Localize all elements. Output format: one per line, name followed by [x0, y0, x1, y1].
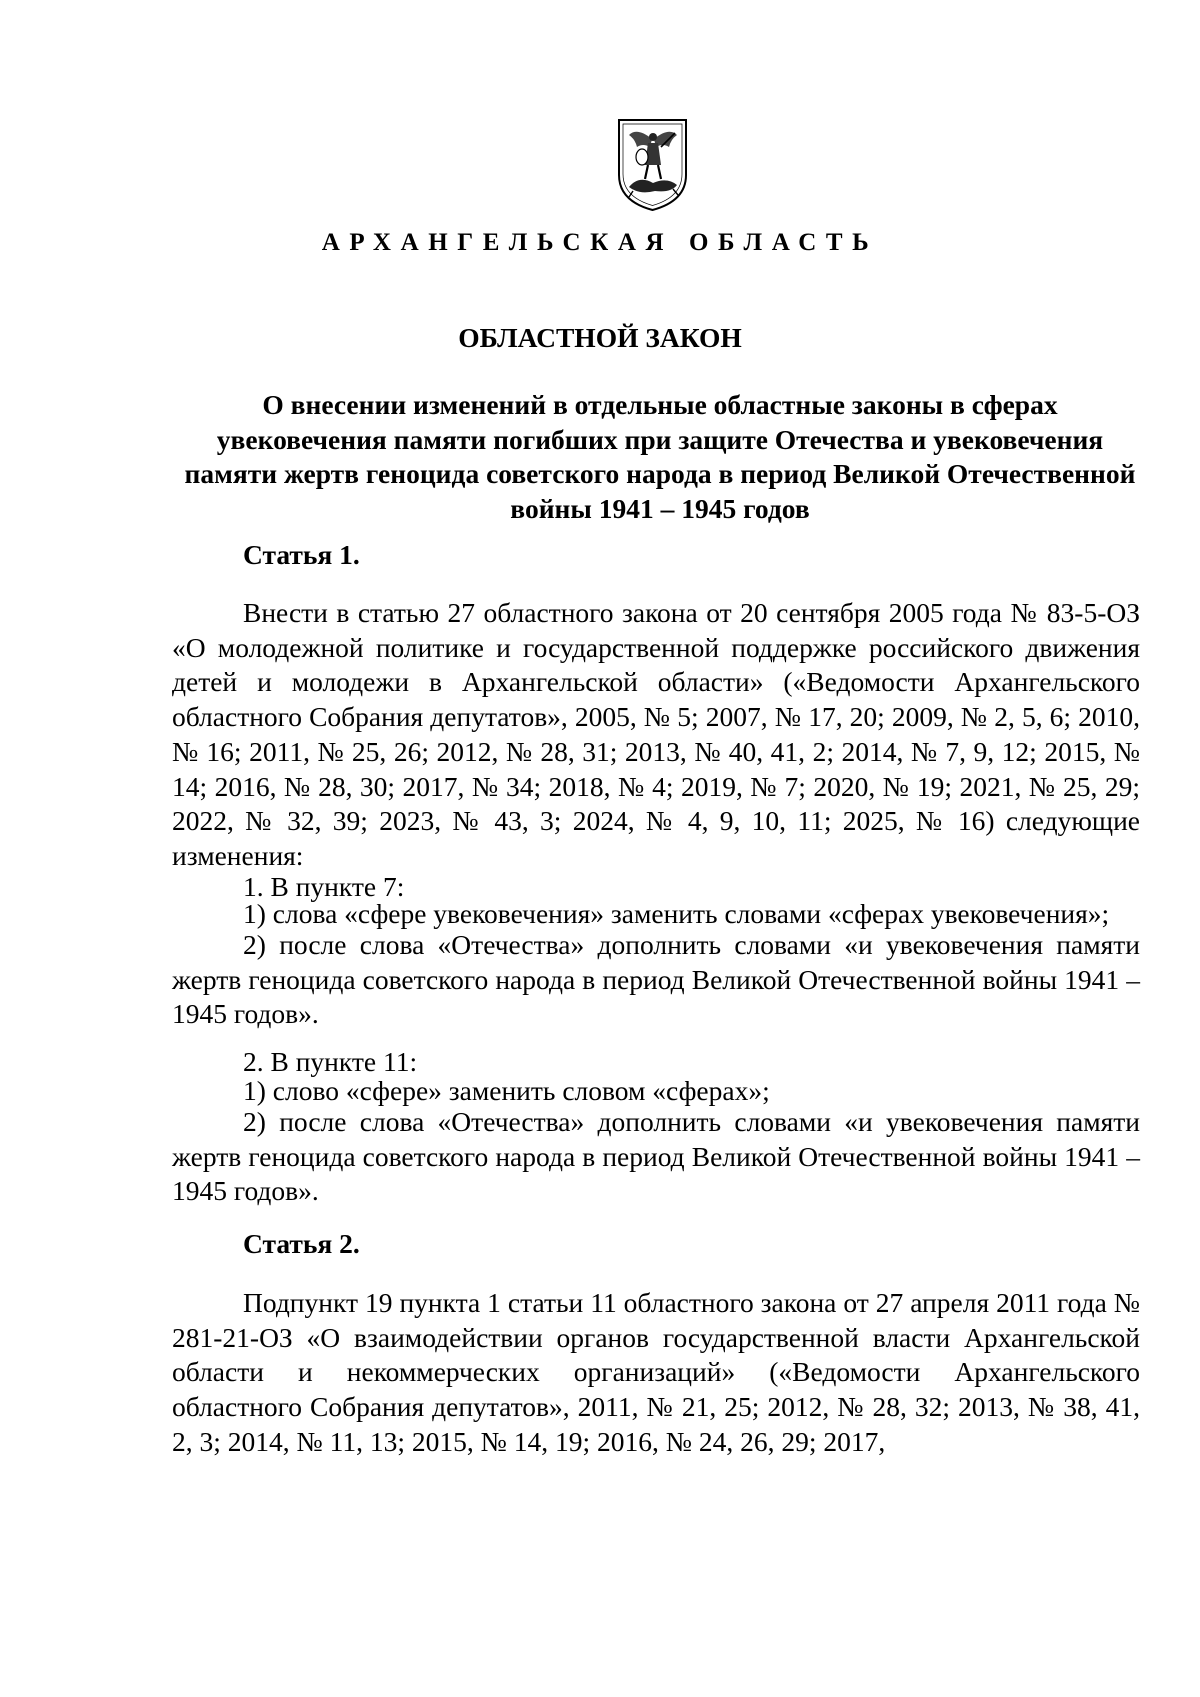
coat-of-arms-emblem [615, 117, 690, 212]
article-1-item-1-sub-1: 1) слова «сфере увековечения» заменить словами «сферах увековечения»; [243, 898, 1110, 929]
article-1-intro: Внести в статью 27 областного закона от 20 сентября 2005 года № 83-5-ОЗ «О молодежной политике и государственной поддержке российского движения детей и молодежи в Архангельской области» («Ведомости Архангельского областного Собрания депутатов», 2005, № 5; 2007, № 17, 20; 2009, № 2, 5, 6; 2010, № 16; 2011, № 25, 26; 2012, № 28, 31; 2013, № 40, 41, 2; 2014, № 7, 9, 12; 2015, № 14; 2016, № 28, 30; 2017, № 34; 2018, № 4; 2019, № 7; 2020, № 19; 2021, № 25, 29; 2022, № 32, 39; 2023, № 43, 3; 2024, № 4, 9, 10, 11; 2025, № 16) следующие изменения: [172, 597, 1140, 871]
region-title: АРХАНГЕЛЬСКАЯ ОБЛАСТЬ [321, 229, 879, 256]
article-1-item-2-sub-1: 1) слово «сфере» заменить словом «сферах»; [243, 1075, 770, 1106]
law-title: О внесении изменений в отдельные областные законы в сферах увековечения памяти погибших при защите Отечества и увековечения памяти жертв геноцида советского народа в период Великой Отечественной войны 1941 – 1945 годов [184, 389, 1136, 524]
article-1-item-2-sub-2: 2) после слова «Отечества» дополнить словами «и увековечения памяти жертв геноцида советского народа в период Великой Отечественной войны 1941 – 1945 годов». [172, 1106, 1140, 1207]
article-2-intro: Подпункт 19 пункта 1 статьи 11 областного закона от 27 апреля 2011 года № 281-21-ОЗ «О взаимодействии органов государственной власти Архангельской области и некоммерческих организаций» («Ведомости Архангельского областного Собрания депутатов», 2011, № 21, 25; 2012, № 28, 32; 2013, № 38, 41, 2, 3; 2014, № 11, 13; 2015, № 14, 19; 2016, № 24, 26, 29; 2017, [172, 1287, 1140, 1457]
article-1-heading: Статья 1. [243, 539, 360, 570]
article-1-item-1-sub-2: 2) после слова «Отечества» дополнить словами «и увековечения памяти жертв геноцида советского народа в период Великой Отечественной войны 1941 – 1945 годов». [172, 929, 1140, 1030]
article-1-item-1-title: 1. В пункте 7: [243, 871, 405, 902]
article-1-item-2-title: 2. В пункте 11: [243, 1046, 418, 1077]
law-type-heading: ОБЛАСТНОЙ ЗАКОН [458, 322, 742, 353]
article-2-heading: Статья 2. [243, 1228, 360, 1259]
